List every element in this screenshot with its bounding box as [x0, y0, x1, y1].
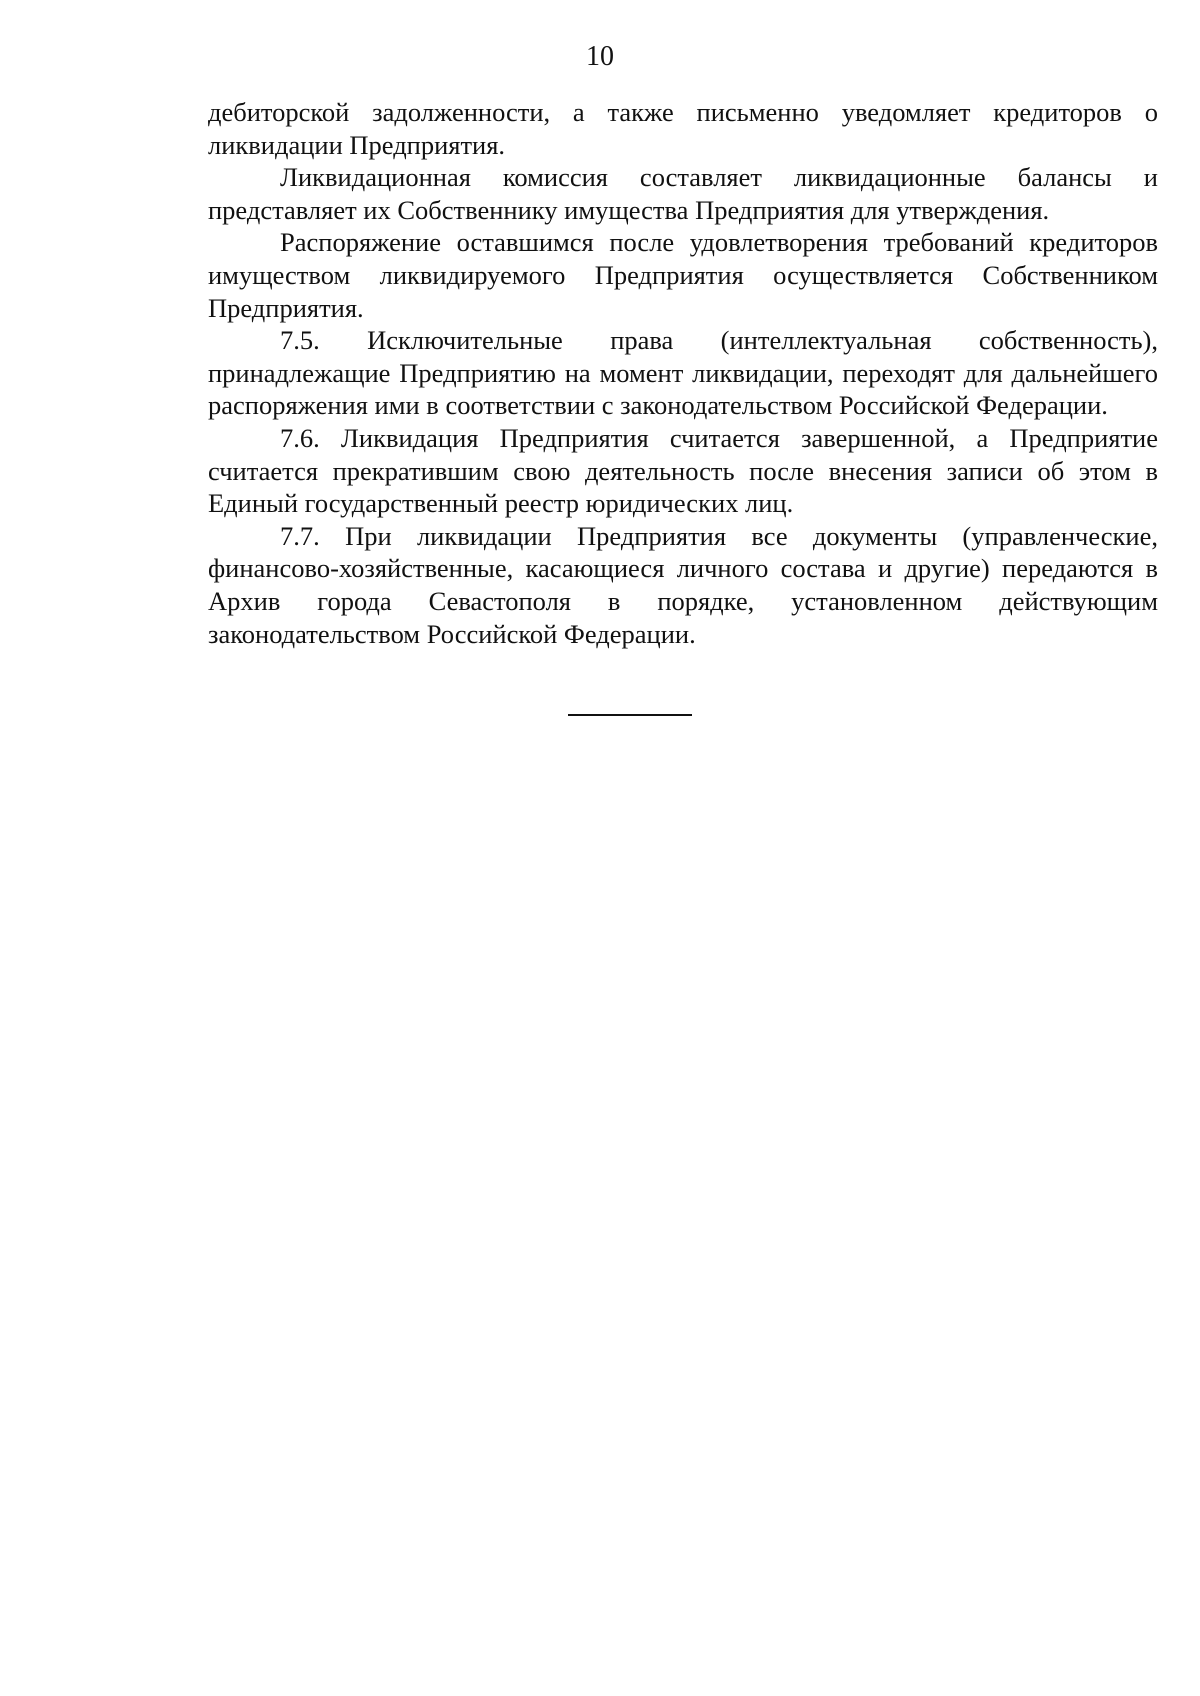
paragraph-7-5: 7.5. Исключительные права (интеллектуальная собственность), принадлежащие Предприятию на момент ликвидации, переходят для дальнейшего распоряжения ими в соответствии с законодательством Российской Федерации.	[208, 325, 1158, 421]
document-body	[208, 96, 1158, 650]
paragraph-continuation: дебиторской задолженности, а также письменно уведомляет кредиторов о ликвидации Предприятия.	[208, 97, 1158, 160]
paragraph-liquidation-balances: Ликвидационная комиссия составляет ликвидационные балансы и представляет их Собственнику имущества Предприятия для утверждения.	[208, 162, 1158, 225]
page-number: 10	[586, 41, 614, 72]
paragraph-7-7: 7.7. При ликвидации Предприятия все документы (управленческие, финансово-хозяйственные, касающиеся личного состава и другие) передаются в Архив города Севастополя в порядке, установленном действующим законодательством Российской Федерации.	[208, 520, 1158, 649]
paragraph-7-6: 7.6. Ликвидация Предприятия считается завершенной, а Предприятие считается прекратившим свою деятельность после внесения записи об этом в Единый государственный реестр юридических лиц.	[208, 422, 1158, 519]
paragraph-remaining-property: Распоряжение оставшимся после удовлетворения требований кредиторов имуществом ликвидируемого Предприятия осуществляется Собственником Предприятия.	[208, 227, 1158, 323]
end-of-document-line	[568, 714, 692, 716]
